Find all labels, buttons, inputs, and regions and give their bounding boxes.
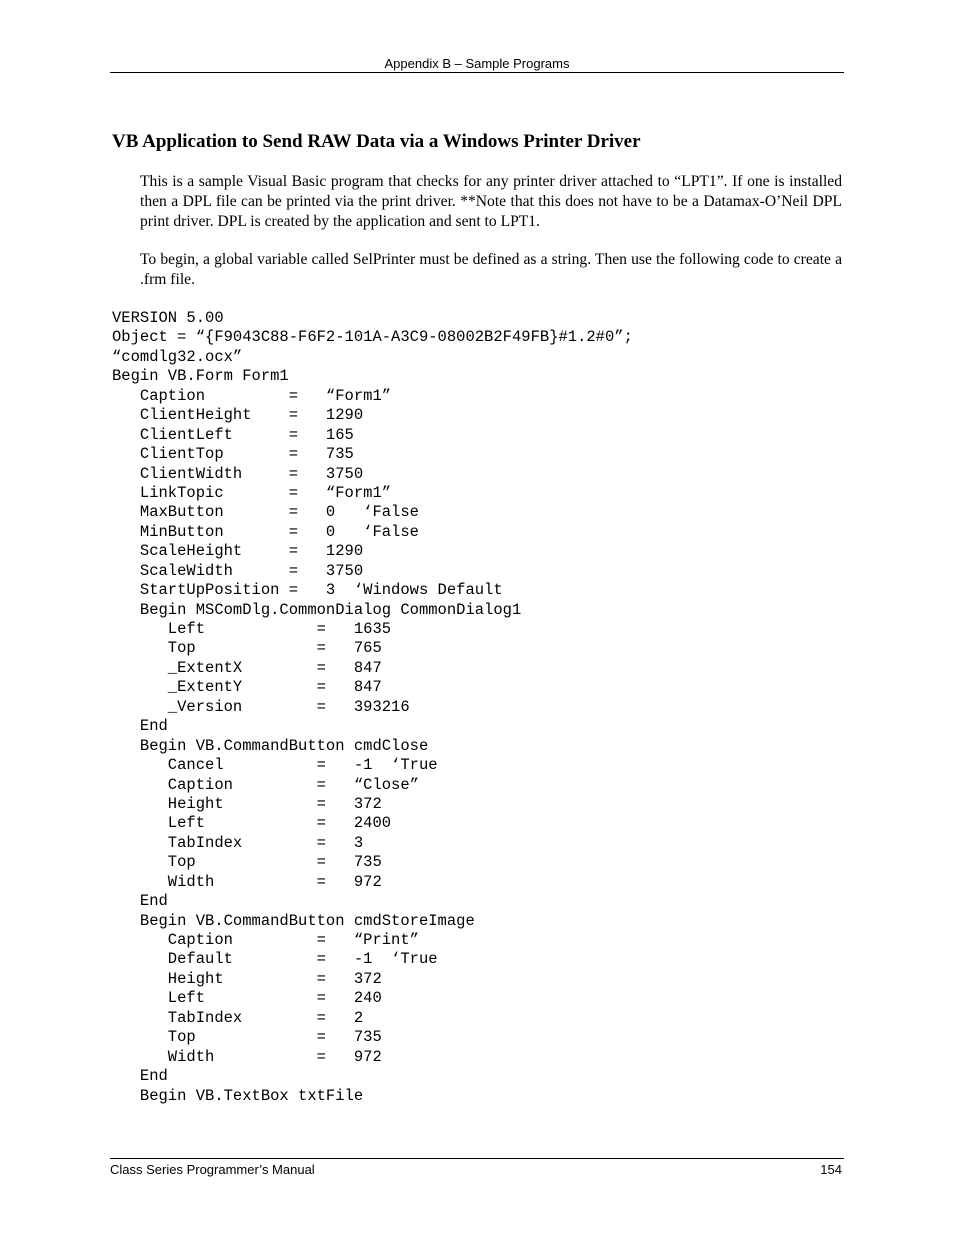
code-line: Begin MSComDlg.CommonDialog CommonDialog1 — [112, 600, 522, 619]
code-line: Begin VB.TextBox txtFile — [112, 1086, 364, 1105]
code-line: Width = 972 — [112, 872, 382, 891]
code-line: ClientHeight = 1290 — [112, 406, 364, 425]
footer-manual-title: Class Series Programmer’s Manual — [110, 1162, 315, 1177]
code-line: TabIndex = 3 — [112, 833, 364, 852]
code-line: VERSION 5.00 — [112, 309, 224, 327]
section-heading: VB Application to Send RAW Data via a Windows Printer Driver — [112, 131, 641, 152]
code-line: Top = 765 — [112, 639, 382, 658]
code-line: Top = 735 — [112, 1028, 382, 1047]
code-line: Default = -1 ‘True — [112, 950, 438, 969]
code-line: End — [112, 717, 168, 736]
code-line: LinkTopic = “Form1” — [112, 483, 392, 502]
code-line: StartUpPosition = 3 ‘Windows Default — [112, 581, 503, 600]
code-line: Caption = “Form1” — [112, 386, 392, 405]
code-line: ClientLeft = 165 — [112, 425, 354, 444]
code-line: Height = 372 — [112, 969, 382, 988]
code-line: End — [112, 892, 168, 911]
code-line: Caption = “Print” — [112, 931, 419, 949]
code-line: Top = 735 — [112, 853, 382, 872]
setup-paragraph: To begin, a global variable called SelPrinter must be defined as a string. Then use the following code to create a .frm file. — [140, 251, 842, 288]
code-line: ClientWidth = 3750 — [112, 464, 364, 483]
code-line: MinButton = 0 ‘False — [112, 522, 419, 541]
code-line: Width = 972 — [112, 1047, 382, 1066]
intro-paragraph: This is a sample Visual Basic program that checks for any printer driver attached to “LPT1”. If one is installed then a DPL file can be printed via the print driver. **Note that this does not have to be a Datamax-O’Neil DPL print driver. DPL is created by the application and sent to LPT1. — [140, 173, 842, 230]
code-line: ClientTop = 735 — [112, 445, 354, 464]
code-line: MaxButton = 0 ‘False — [112, 503, 419, 522]
code-line: “comdlg32.ocx” — [112, 347, 243, 366]
running-header: Appendix B – Sample Programs — [384, 56, 570, 71]
code-line: ScaleWidth = 3750 — [112, 561, 364, 580]
code-line: Left = 2400 — [112, 814, 392, 833]
code-line: Height = 372 — [112, 794, 382, 813]
code-line: End — [112, 1067, 168, 1086]
code-line: Object = “{F9043C88-F6F2-101A-A3C9-08002B2F49FB}#1.2#0”; — [112, 328, 633, 347]
code-line: _Version = 393216 — [112, 697, 410, 716]
code-line: Cancel = -1 ‘True — [112, 756, 438, 775]
code-line: _ExtentY = 847 — [112, 678, 382, 697]
code-line: Begin VB.Form Form1 — [112, 367, 289, 386]
code-line: ScaleHeight = 1290 — [112, 542, 364, 561]
code-line: TabIndex = 2 — [112, 1008, 364, 1027]
code-listing — [112, 309, 633, 1106]
page-number: 154 — [820, 1162, 842, 1177]
code-line: _ExtentX = 847 — [112, 658, 382, 677]
code-line: Left = 1635 — [112, 620, 392, 638]
code-line: Left = 240 — [112, 989, 382, 1008]
code-line: Caption = “Close” — [112, 775, 419, 794]
header-rule — [110, 72, 844, 73]
footer-rule — [110, 1158, 844, 1159]
code-line: Begin VB.CommandButton cmdStoreImage — [112, 911, 475, 930]
code-line: Begin VB.CommandButton cmdClose — [112, 736, 429, 755]
